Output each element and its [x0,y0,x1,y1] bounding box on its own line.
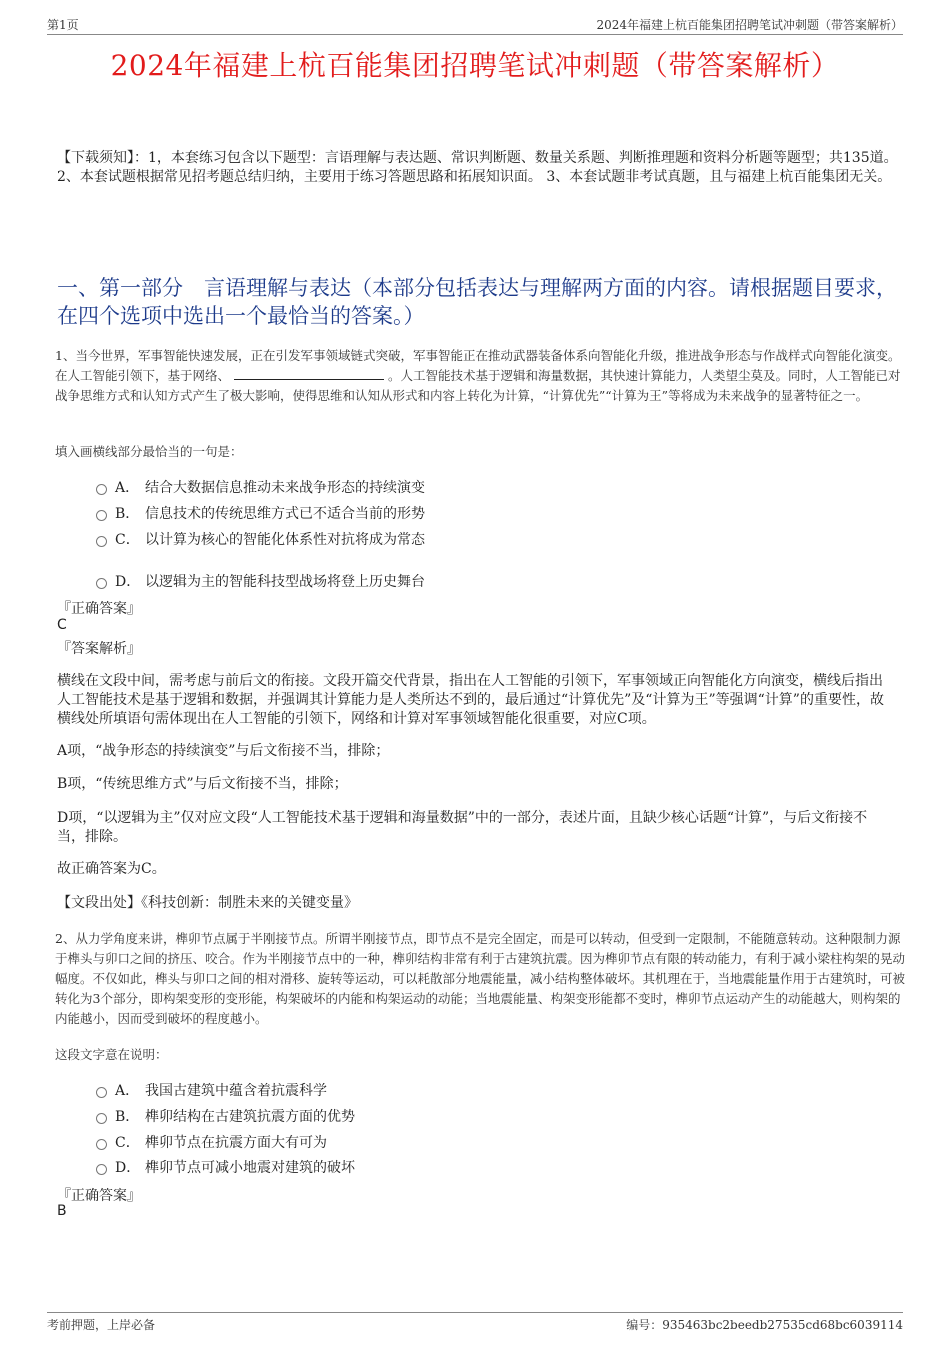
page-footer [47,1312,903,1335]
footer-slogan: 考前押题，上岸必备 [47,1318,156,1332]
option-key: A． [115,480,140,496]
radio-icon[interactable] [96,484,107,495]
fill-blank [234,367,384,380]
question-1-option-c[interactable] [96,529,425,549]
question-1-analysis-paragraph: D项，“以逻辑为主”仅对应文段“人工智能技术基于逻辑和海量数据”中的一部分，表述片面，且缺少核心话题“计算”，与后文衔接不当，排除。 [57,810,868,845]
option-text: 榫卯节点可减小地震对建筑的破坏 [145,1160,355,1176]
option-key: D． [115,1160,141,1176]
question-1-text [55,346,905,406]
radio-icon[interactable] [96,1139,107,1150]
option-text: 以计算为核心的智能化体系性对抗将成为常态 [145,532,425,548]
radio-icon[interactable] [96,1164,107,1175]
question-1-answer-label: 『正确答案』 [57,601,141,617]
option-text: 榫卯节点在抗震方面大有可为 [145,1135,327,1151]
section-title: 一、第一部分 言语理解与表达（本部分包括表达与理解两方面的内容。请根据题目要求，在四个选项中选出一个最恰当的答案。） [57,276,897,328]
option-text: 我国古建筑中蕴含着抗震科学 [145,1083,327,1099]
radio-icon[interactable] [96,536,107,547]
page-number: 第1页 [47,18,79,32]
question-1-analysis-paragraph: A项，“战争形态的持续演变”与后文衔接不当，排除； [57,743,390,759]
question-2-option-a[interactable] [96,1080,327,1100]
radio-icon[interactable] [96,578,107,589]
document-title: 2024年福建上杭百能集团招聘笔试冲刺题（带答案解析） [110,49,840,82]
question-1-analysis-conclusion: 故正确答案为C。 [57,861,166,877]
option-text: 榫卯结构在古建筑抗震方面的优势 [145,1109,355,1125]
option-key: C． [115,1135,140,1151]
option-key: B． [115,1109,140,1125]
option-text: 结合大数据信息推动未来战争形态的持续演变 [145,480,425,496]
question-2-text: 2、从力学角度来讲，榫卯节点属于半刚接节点。所谓半刚接节点，即节点不是完全固定，而是可以转动，但受到一定限制，不能随意转动。这种限制力源于榫头与卯口之间的挤压、咬合。作为半刚接节点中的一种，榫卯结构非常有利于古建筑抗震。因为榫卯节点有限的转动能力，有利于减小梁柱构架的晃动幅度。不仅如此，榫头与卯口之间的相对滑移、旋转等运动，可以耗散部分地震能量，减小结构整体破坏。其机理在于，当地震能量作用于古建筑时，可被转化为3个部分，即构架变形的变形能，构架破坏的内能和构架运动的动能；当地震能量、构架变形能都不变时，榫卯节点运动产生的动能越大，则构架的内能越小，因而受到破坏的程度越小。 [55,931,906,1026]
question-1-analysis-label: 『答案解析』 [57,641,141,657]
option-key: B． [115,506,140,522]
radio-icon[interactable] [96,1087,107,1098]
question-2-option-c[interactable] [96,1132,327,1152]
header-doc-title: 2024年福建上杭百能集团招聘笔试冲刺题（带答案解析） [596,18,903,32]
question-1-prompt: 填入画横线部分最恰当的一句是： [55,444,243,459]
question-1-option-b[interactable] [96,503,425,523]
option-key: C． [115,532,140,548]
page-header [47,14,903,35]
radio-icon[interactable] [96,1113,107,1124]
question-2-option-b[interactable] [96,1106,355,1126]
footer-serial: 编号：935463bc2beedb27535cd68bc6039114 [626,1318,903,1332]
question-2-answer-label: 『正确答案』 [57,1188,141,1204]
question-1-analysis-paragraph: B项，“传统思维方式”与后文衔接不当，排除； [57,776,348,792]
question-1-option-a[interactable] [96,477,425,497]
question-1-option-d[interactable] [96,571,425,591]
question-1-text-after: 。人工智能技术基于逻辑和海量数据，其快速计算能力，人类望尘莫及。同时，人工智能已对战争思维方式和认知方式产生了极大影响，使得思维和认知从形式和内容上转化为计算，“计算优先”“计算为王”等将成为未来战争的显著特征之一。 [55,368,901,403]
option-key: A． [115,1083,140,1099]
question-2-option-d[interactable] [96,1157,355,1177]
radio-icon[interactable] [96,510,107,521]
download-notice: 【下载须知】：1，本套练习包含以下题型：言语理解与表达题、常识判断题、数量关系题、判断推理题和资料分析题等题型；共135道。 2、本套试题根据常见招考题总结归纳，主要用于练习答题思路和拓展知识面。 3、本套试题非考试真题，且与福建上杭百能集团无关。 [57,150,898,185]
question-1-answer: C [57,617,67,633]
option-key: D． [115,574,141,590]
question-1-analysis-paragraph: 横线在文段中间，需考虑与前后文的衔接。文段开篇交代背景，指出在人工智能的引领下，军事领域正向智能化方向演变，横线后指出人工智能技术是基于逻辑和数据，并强调其计算能力是人类所达不到的，最后通过“计算优先”及“计算为王”等强调“计算”的重要性，故横线处所填语句需体现出在人工智能的引领下，网络和计算对军事领域智能化很重要，对应C项。 [57,673,884,727]
question-2-answer: B [57,1203,67,1219]
question-1-text-before: 1、当今世界，军事智能快速发展，正在引发军事领域链式突破，军事智能正在推动武器装备体系向智能化升级，推进战争形态与作战样式向智能化演变。在人工智能引领下，基于网络、 [55,348,901,383]
option-text: 以逻辑为主的智能科技型战场将登上历史舞台 [145,574,425,590]
question-2-prompt: 这段文字意在说明： [55,1047,168,1062]
question-1-source: 【文段出处】《科技创新：制胜未来的关键变量》 [57,895,358,911]
option-text: 信息技术的传统思维方式已不适合当前的形势 [145,506,425,522]
